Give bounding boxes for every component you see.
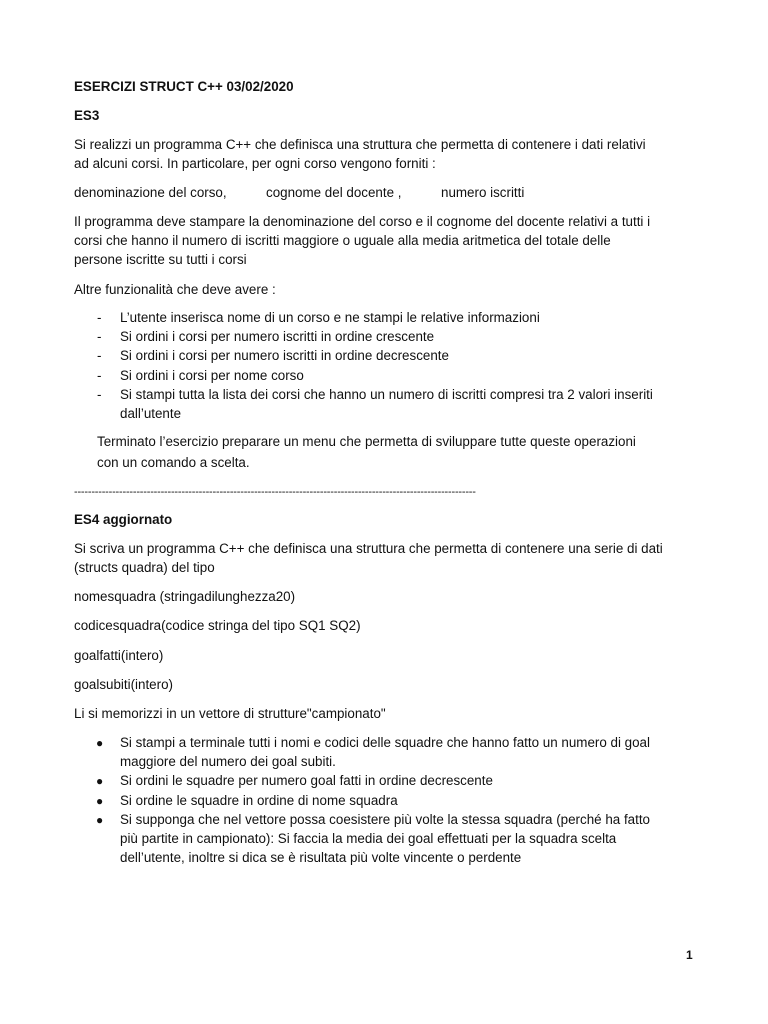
es4-field-team-code: codicesquadra(codice stringa del tipo SQ1 SQ2) (74, 618, 361, 633)
document-title: ESERCIZI STRUCT C++ 03/02/2020 (74, 79, 294, 94)
es4-bullet-4-cont-1: più partite in campionato): Si faccia la media dei goal effettuati per la squadra scelta (120, 831, 617, 846)
es4-field-team-name: nomesquadra (stringadilunghezza20) (74, 589, 296, 604)
es3-field-course-name: denominazione del corso, (74, 185, 227, 200)
list-dash: - (97, 310, 102, 325)
es3-output-line-3: persone iscritte su tutti i corsi (74, 252, 247, 267)
bullet-icon: ● (96, 813, 104, 827)
es4-field-goals-conceded: goalsubiti(intero) (74, 677, 173, 692)
es3-field-teacher-surname: cognome del docente , (266, 185, 402, 200)
list-dash: - (97, 329, 102, 344)
es3-field-enrolled-count: numero iscritti (441, 185, 525, 200)
es4-intro-line-1: Si scriva un programma C++ che definisca una struttura che permetta di contenere una serie di dati (74, 541, 663, 556)
list-dash: - (97, 348, 102, 363)
es4-bullet-3: Si ordine le squadre in ordine di nome squadra (120, 793, 398, 808)
es4-bullet-4-cont-2: dell’utente, inoltre si dica se è risultata più volte vincente o perdente (120, 850, 522, 865)
es3-extra-heading: Altre funzionalità che deve avere : (74, 282, 276, 297)
es4-field-goals-scored: goalfatti(intero) (74, 648, 164, 663)
es4-storage-note: Li si memorizzi in un vettore di strutture"campionato" (74, 706, 386, 721)
es3-output-line-1: Il programma deve stampare la denominazione del corso e il cognome del docente relativi a tutti i (74, 214, 651, 229)
es3-intro-line-2: ad alcuni corsi. In particolare, per ogni corso vengono forniti : (74, 156, 436, 171)
es3-item-4: Si ordini i corsi per nome corso (120, 368, 304, 383)
es4-bullet-4: Si supponga che nel vettore possa coesistere più volte la stessa squadra (perché ha fatto (120, 812, 650, 827)
list-dash: - (97, 368, 102, 383)
es4-intro-line-2: (structs quadra) del tipo (74, 560, 215, 575)
es4-bullet-2: Si ordini le squadre per numero goal fatti in ordine decrescente (120, 773, 493, 788)
es3-heading: ES3 (74, 108, 100, 123)
bullet-icon: ● (96, 736, 104, 750)
es4-heading: ES4 aggiornato (74, 512, 173, 527)
page-number: 1 (686, 948, 693, 962)
es3-item-3: Si ordini i corsi per numero iscritti in ordine decrescente (120, 348, 449, 363)
bullet-icon: ● (96, 774, 104, 788)
es3-item-5-cont: dall’utente (120, 406, 182, 421)
es4-bullet-1: Si stampi a terminale tutti i nomi e codici delle squadre che hanno fatto un numero di goal (120, 735, 650, 750)
es3-item-2: Si ordini i corsi per numero iscritti in ordine crescente (120, 329, 435, 344)
bullet-icon: ● (96, 794, 104, 808)
es3-item-5: Si stampi tutta la lista dei corsi che hanno un numero di iscritti compresi tra 2 valori inseriti (120, 387, 653, 402)
section-separator: -------------------------------------------------------------------------------------------------------------------- (74, 486, 476, 498)
es3-conclusion-line-1: Terminato l’esercizio preparare un menu che permetta di sviluppare tutte queste operazioni (97, 434, 636, 449)
es3-item-1: L’utente inserisca nome di un corso e ne stampi le relative informazioni (120, 310, 540, 325)
es3-intro-line-1: Si realizzi un programma C++ che definisca una struttura che permetta di contenere i dati relativi (74, 137, 646, 152)
es3-conclusion-line-2: con un comando a scelta. (97, 455, 250, 470)
list-dash: - (97, 387, 102, 402)
es4-bullet-1-cont: maggiore del numero dei goal subiti. (120, 754, 336, 769)
es3-output-line-2: corsi che hanno il numero di iscritti maggiore o uguale alla media aritmetica del totale delle (74, 233, 611, 248)
